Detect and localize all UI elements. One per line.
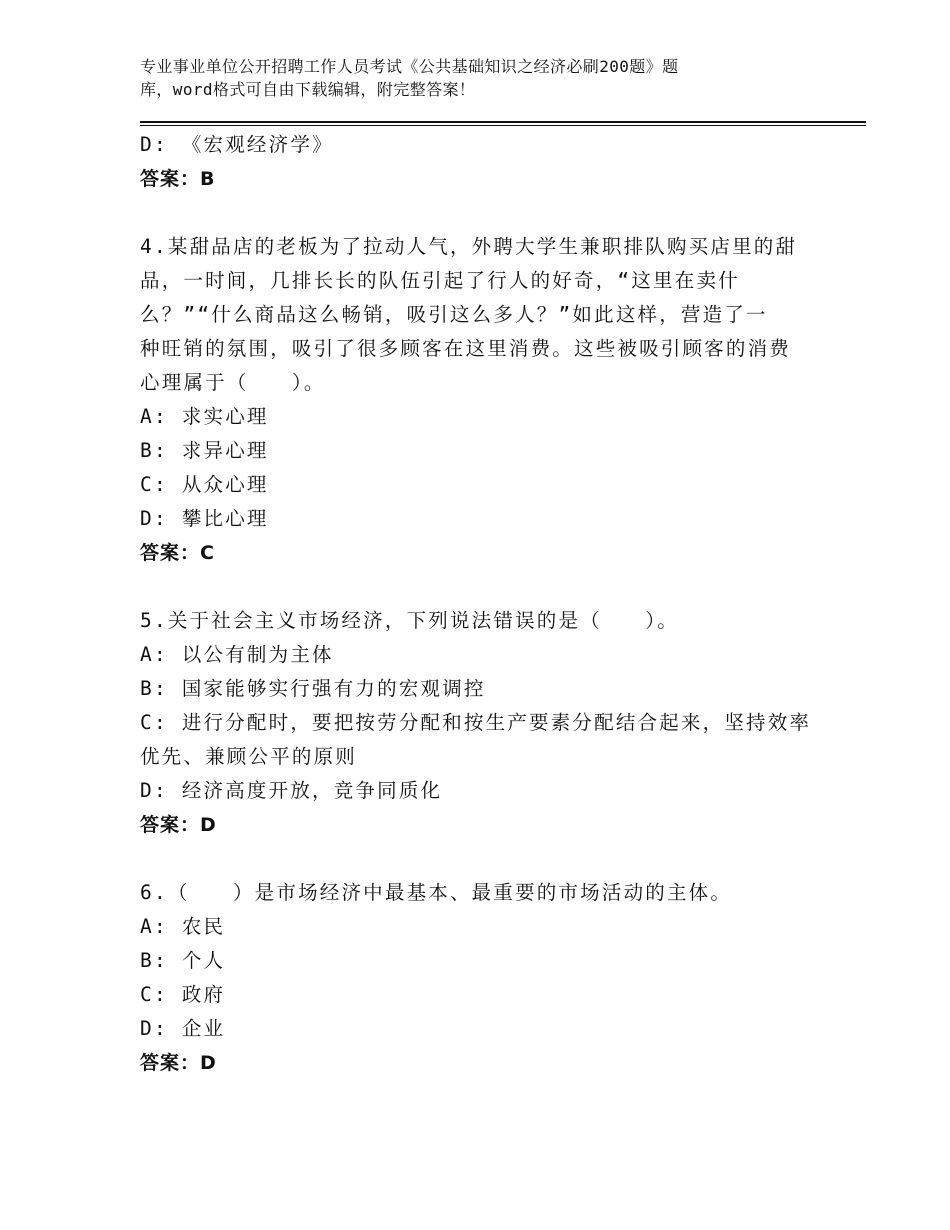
question-6 (140, 876, 810, 1080)
header-line-1: 专业事业单位公开招聘工作人员考试《公共基础知识之经济必刷200题》题 (140, 57, 679, 76)
q5-option-d: D: 经济高度开放，竞争同质化 (140, 779, 443, 802)
q5-stem: 5.关于社会主义市场经济，下列说法错误的是（ ）。 (140, 609, 679, 632)
q3-option-d: D: 《宏观经济学》 (140, 133, 334, 156)
q5-option-a: A: 以公有制为主体 (140, 643, 334, 666)
q6-option-a: A: 农民 (140, 915, 226, 938)
q4-stem-line-3: 么？”“什么商品这么畅销，吸引这么多人？”如此这样，营造了一 (140, 303, 768, 326)
q4-option-b: B: 求异心理 (140, 439, 269, 462)
q4-stem-line-4: 种旺销的氛围，吸引了很多顾客在这里消费。这些被吸引顾客的消费 (140, 337, 792, 360)
document-header (140, 55, 780, 101)
q4-stem-line-2: 品，一时间，几排长长的队伍引起了行人的好奇，“这里在卖什 (140, 269, 740, 292)
q5-answer: 答案：D (140, 814, 217, 836)
q6-option-b: B: 个人 (140, 949, 226, 972)
question-3 (140, 128, 810, 196)
question-5 (140, 604, 810, 842)
spacer (140, 570, 810, 604)
document-body (140, 128, 810, 1080)
header-rule-thick (140, 121, 866, 123)
q6-option-c: C: 政府 (140, 983, 226, 1006)
question-4 (140, 230, 810, 570)
q5-option-b: B: 国家能够实行强有力的宏观调控 (140, 677, 486, 700)
q5-option-c-line-1: C: 进行分配时，要把按劳分配和按生产要素分配结合起来，坚持效率 (140, 711, 812, 734)
q3-answer: 答案：B (140, 168, 216, 190)
q6-stem: 6.（ ）是市场经济中最基本、最重要的市场活动的主体。 (140, 881, 733, 904)
header-rule-thin (140, 125, 866, 126)
q6-option-d: D: 企业 (140, 1017, 226, 1040)
q4-stem-line-5: 心理属于（ ）。 (140, 371, 326, 394)
header-line-2: 库，word格式可自由下载编辑，附完整答案！ (140, 80, 476, 99)
q4-option-a: A: 求实心理 (140, 405, 269, 428)
q4-option-c: C: 从众心理 (140, 473, 269, 496)
q4-stem-line-1: 4.某甜品店的老板为了拉动人气，外聘大学生兼职排队购买店里的甜 (140, 235, 798, 258)
q4-option-d: D: 攀比心理 (140, 507, 269, 530)
q5-option-c-line-2: 优先、兼顾公平的原则 (140, 745, 358, 768)
spacer (140, 842, 810, 876)
spacer (140, 196, 810, 230)
q4-answer: 答案：C (140, 542, 215, 564)
q6-answer: 答案：D (140, 1052, 217, 1074)
